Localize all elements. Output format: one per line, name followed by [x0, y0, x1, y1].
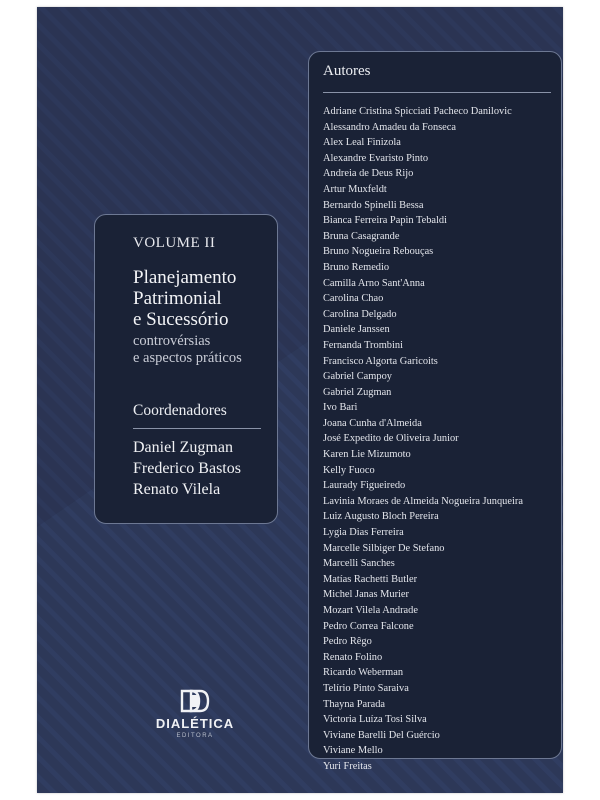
volume-label: VOLUME II: [133, 235, 216, 251]
coordinator-name: Renato Vilela: [133, 481, 221, 498]
author-name: Artur Muxfeldt: [323, 183, 387, 195]
publisher-subtitle: EDITORA: [176, 733, 214, 739]
author-name: Laurady Figueiredo: [323, 480, 406, 492]
authors-list: [323, 104, 559, 775]
author-name: Bruno Nogueira Rebouças: [323, 246, 434, 258]
title-line: Patrimonial: [133, 288, 222, 309]
author-name: Viviane Mello: [323, 745, 383, 757]
title-line: Planejamento: [133, 267, 237, 288]
author-name: Andreia de Deus Rijo: [323, 168, 414, 180]
author-name: Viviane Barelli Del Guércio: [323, 729, 440, 741]
author-name: Gabriel Zugman: [323, 386, 392, 398]
author-name: Adriane Cristina Spicciati Pacheco Danilovic: [323, 106, 512, 117]
book-cover: [37, 7, 563, 793]
book-title: [133, 267, 273, 330]
author-name: Bruna Casagrande: [323, 230, 400, 242]
author-name: Kelly Fuoco: [323, 464, 375, 476]
title-line: e Sucessório: [133, 309, 229, 330]
author-name: Bruno Remedio: [323, 261, 390, 273]
author-name: Thayna Parada: [323, 698, 386, 710]
author-name: Yuri Freitas: [323, 760, 372, 772]
authors-panel: [308, 51, 562, 772]
book-subtitle: [133, 333, 273, 367]
author-name: Karen Lie Mizumoto: [323, 449, 411, 461]
publisher-logo: [144, 689, 246, 749]
author-name: Alexandre Evaristo Pinto: [323, 152, 429, 164]
author-name: Telírio Pinto Saraiva: [323, 682, 409, 694]
author-name: Luiz Augusto Bloch Pereira: [323, 511, 439, 523]
author-name: Victoria Luíza Tosi Silva: [323, 714, 427, 726]
author-name: Ivo Bari: [323, 402, 358, 414]
author-name: Renato Folino: [323, 651, 383, 663]
publisher-logo-icon: [178, 689, 212, 713]
author-name: Lavinia Moraes de Almeida Nogueira Junqueira: [323, 495, 523, 507]
author-name: Mozart Vilela Andrade: [323, 605, 418, 616]
author-name: Fernanda Trombini: [323, 339, 403, 351]
author-name: Marcelli Sanches: [323, 558, 395, 570]
author-name: Alex Leal Finizola: [323, 137, 401, 149]
author-name: Carolina Delgado: [323, 308, 397, 320]
author-name: Marcelle Silbiger De Stefano: [323, 542, 445, 554]
coordinators-list: [133, 437, 241, 500]
subtitle-line: e aspectos práticos: [133, 350, 242, 366]
subtitle-line: controvérsias: [133, 333, 211, 349]
author-name: Joana Cunha d'Almeida: [323, 417, 422, 429]
author-name: Daniele Janssen: [323, 324, 390, 336]
coordinator-name: Daniel Zugman: [133, 439, 233, 456]
publisher-name: DIALÉTICA: [155, 716, 235, 731]
authors-divider: [323, 92, 551, 93]
author-name: Camilla Arno Sant'Anna: [323, 277, 425, 289]
author-name: Alessandro Amadeu da Fonseca: [323, 121, 457, 133]
coordinators-divider: [133, 428, 261, 429]
author-name: Bianca Ferreira Papin Tebaldi: [323, 215, 448, 227]
author-name: Gabriel Campoy: [323, 371, 392, 383]
author-name: Ricardo Weberman: [323, 667, 404, 679]
coordinators-heading: Coordenadores: [133, 402, 227, 419]
author-name: Matías Rachetti Butler: [323, 573, 418, 585]
author-name: Francisco Algorta Garicoits: [323, 355, 438, 367]
author-name: Bernardo Spinelli Bessa: [323, 199, 424, 211]
author-name: Carolina Chao: [323, 293, 384, 305]
authors-heading: Autores: [323, 63, 371, 79]
author-name: José Expedito de Oliveira Junior: [323, 433, 459, 445]
author-name: Pedro Rêgo: [323, 636, 372, 648]
author-name: Michel Janas Murier: [323, 589, 409, 601]
coordinator-name: Frederico Bastos: [133, 460, 241, 477]
title-panel: [94, 214, 278, 524]
author-name: Lygia Dias Ferreira: [323, 527, 404, 539]
author-name: Pedro Correa Falcone: [323, 620, 414, 632]
